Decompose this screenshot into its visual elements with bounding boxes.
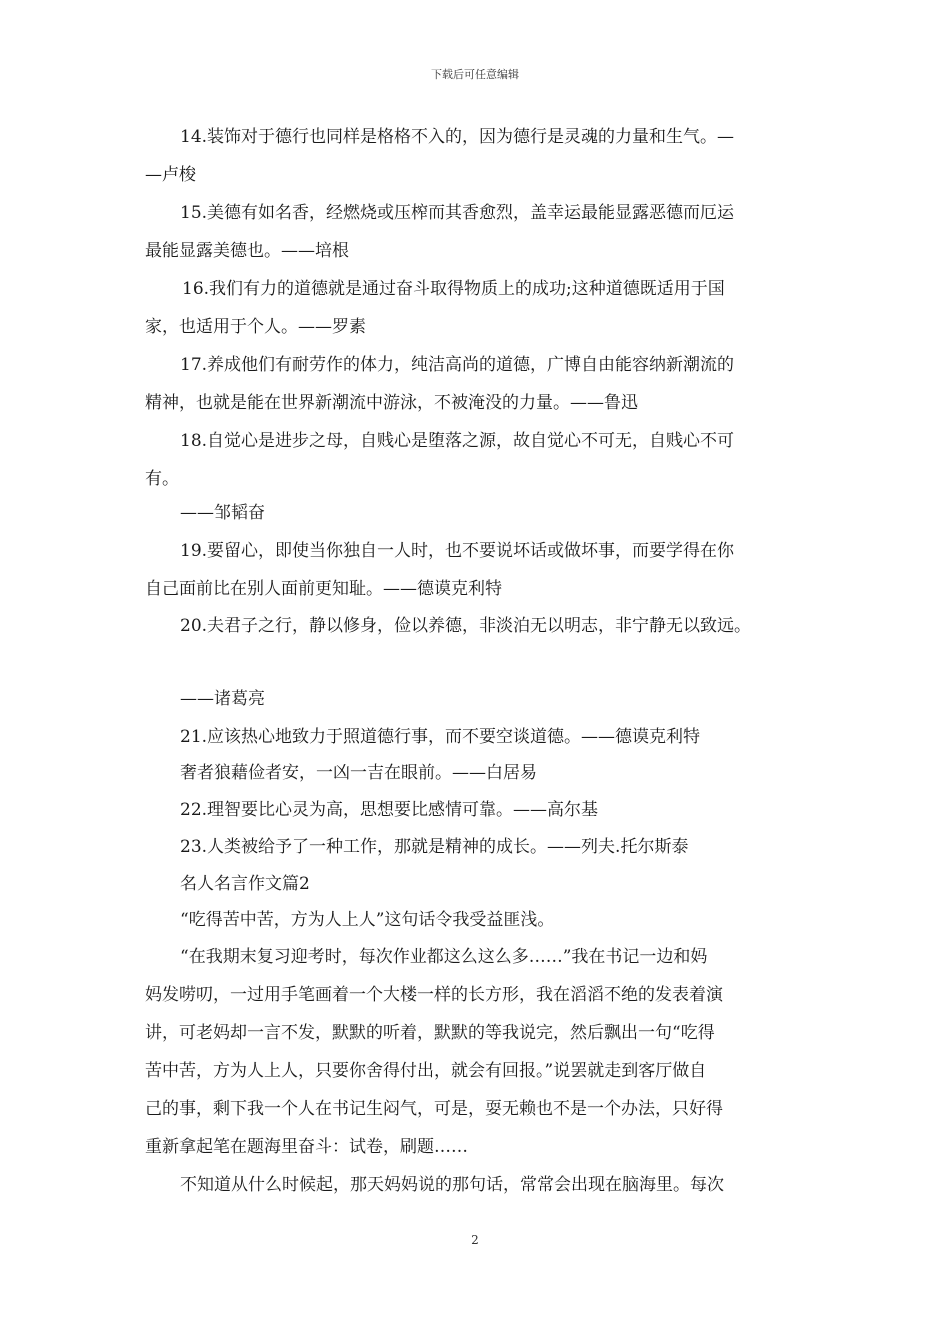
- text-line: 家，也适用于个人。——罗素: [145, 317, 366, 337]
- text-line: 14.装饰对于德行也同样是格格不入的，因为德行是灵魂的力量和生气。—: [180, 127, 735, 147]
- text-line: 有。: [145, 469, 179, 489]
- text-line: “吃得苦中苦，方为人上人”这句话令我受益匪浅。: [180, 910, 555, 930]
- text-line: ——邹韬奋: [180, 503, 265, 523]
- text-line: 精神，也就是能在世界新潮流中游泳，不被淹没的力量。——鲁迅: [145, 393, 638, 413]
- text-line: 22.理智要比心灵为高，思想要比感情可靠。——高尔基: [180, 800, 599, 820]
- text-line: 23.人类被给予了一种工作，那就是精神的成长。——列夫.托尔斯泰: [180, 837, 689, 857]
- text-line: 苦中苦，方为人上人，只要你舍得付出，就会有回报。”说罢就走到客厅做自: [145, 1061, 707, 1081]
- text-line: 16.我们有力的道德就是通过奋斗取得物质上的成功;这种道德既适用于国: [182, 279, 725, 299]
- text-line: “在我期末复习迎考时，每次作业都这么这么多……”我在书记一边和妈: [180, 947, 708, 967]
- text-line: 妈发唠叨，一过用手笔画着一个大楼一样的长方形，我在滔滔不绝的发表着演: [145, 985, 723, 1005]
- text-line: 19.要留心，即使当你独自一人时，也不要说坏话或做坏事，而要学得在你: [180, 541, 735, 561]
- text-line: 17.养成他们有耐劳作的体力，纯洁高尚的道德，广博自由能容纳新潮流的: [180, 355, 735, 375]
- text-line: 奢者狼藉俭者安，一凶一吉在眼前。——白居易: [180, 763, 537, 783]
- text-line: 己的事，剩下我一个人在书记生闷气，可是，耍无赖也不是一个办法，只好得: [145, 1099, 723, 1119]
- text-line: 21.应该热心地致力于照道德行事，而不要空谈道德。——德谟克利特: [180, 727, 701, 747]
- page-number: 2: [471, 1233, 479, 1247]
- text-line: 重新拿起笔在题海里奋斗：试卷，刷题……: [145, 1137, 468, 1157]
- text-line: 自己面前比在别人面前更知耻。——德谟克利特: [145, 579, 502, 599]
- text-line: 名人名言作文篇2: [180, 874, 310, 894]
- text-line: —卢梭: [145, 165, 196, 185]
- text-line: 20.夫君子之行，静以修身，俭以养德，非淡泊无以明志，非宁静无以致远。: [180, 616, 752, 636]
- text-line: 最能显露美德也。——培根: [145, 241, 349, 261]
- text-line: 18.自觉心是进步之母，自贱心是堕落之源，故自觉心不可无，自贱心不可: [180, 431, 735, 451]
- page-header: 下载后可任意编辑: [431, 68, 519, 81]
- text-line: 不知道从什么时候起，那天妈妈说的那句话，常常会出现在脑海里。每次: [180, 1175, 724, 1195]
- text-line: 讲，可老妈却一言不发，默默的听着，默默的等我说完，然后飘出一句“吃得: [145, 1023, 715, 1043]
- text-line: 15.美德有如名香，经燃烧或压榨而其香愈烈，盖幸运最能显露恶德而厄运: [180, 203, 735, 223]
- text-line: ——诸葛亮: [180, 689, 265, 709]
